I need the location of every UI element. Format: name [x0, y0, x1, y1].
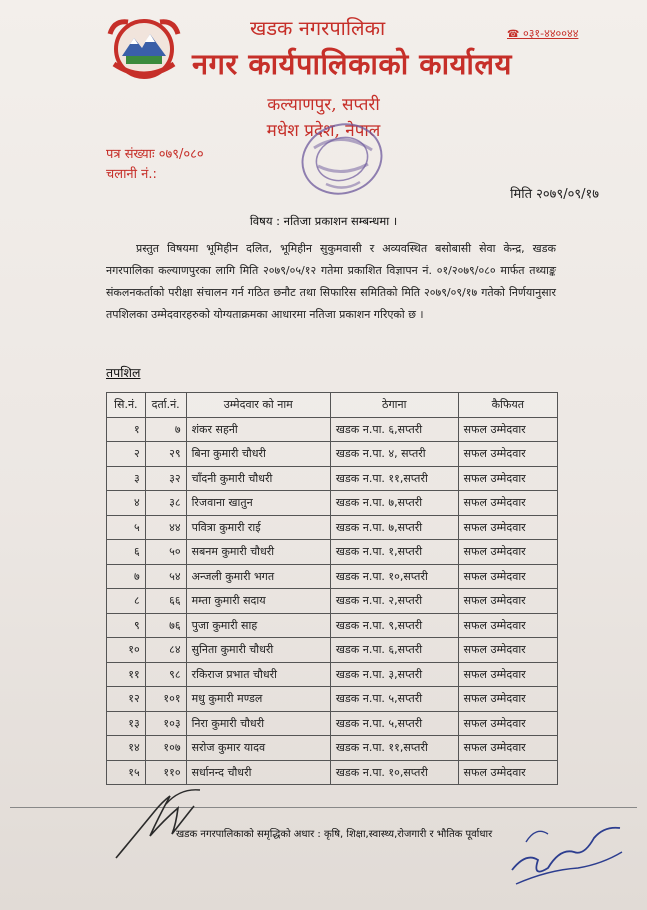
details-heading: तपशिल [106, 365, 141, 380]
cell-registration: १०१ [145, 687, 186, 712]
column-header-remarks: कैफियत [458, 393, 557, 418]
cell-remarks: सफल उम्मेदवार [458, 466, 557, 491]
cell-serial: १ [107, 417, 146, 442]
handwritten-signature-left-icon [110, 784, 230, 862]
table-row [107, 491, 558, 516]
cell-address: खडक न.पा. ११,सप्तरी [330, 466, 458, 491]
cell-name: पवित्रा कुमारी राई [186, 515, 330, 540]
address-line-2: मधेश प्रदेश, नेपाल [266, 121, 381, 141]
cell-name: अन्जली कुमारी भगत [186, 564, 330, 589]
cell-address: खडक न.पा. १०,सप्तरी [330, 564, 458, 589]
cell-name: बिना कुमारी चौधरी [186, 442, 330, 467]
cell-address: खडक न.पा. ५,सप्तरी [330, 711, 458, 736]
results-table [106, 392, 558, 785]
cell-name: सुनिता कुमारी चौधरी [186, 638, 330, 663]
cell-remarks: सफल उम्मेदवार [458, 736, 557, 761]
cell-serial: १० [107, 638, 146, 663]
cell-name: मधु कुमारी मण्डल [186, 687, 330, 712]
table-row [107, 711, 558, 736]
cell-address: खडक न.पा. ७,सप्तरी [330, 491, 458, 516]
body-paragraph: प्रस्तुत विषयमा भूमिहीन दलित, भूमिहीन सुकुमवासी र अव्यवस्थित बसोबासी सेवा केन्द्र, खडक नगरपालिका कल्याणपुरका लागि मिति २०७९/०५/१२ गतेमा प्रकाशित विज्ञापन नं. ०१/२०७९/०८० मार्फत तथ्याङ्क संकलनकर्ताको परीक्षा संचालन गर्न गठित छनौट तथा सिफारिस समितिको मिति २०७९/०९/१७ गतेको निर्णयानुसार तपशिलका उम्मेदवारहरुको योग्यताक्रमका आधारमा नतिजा प्रकाशन गरिएको छ । [106, 242, 556, 321]
cell-remarks: सफल उम्मेदवार [458, 564, 557, 589]
table-row [107, 662, 558, 687]
table-row [107, 760, 558, 785]
table-row [107, 613, 558, 638]
cell-remarks: सफल उम्मेदवार [458, 589, 557, 614]
phone-number [507, 26, 578, 41]
cell-serial: ५ [107, 515, 146, 540]
cell-remarks: सफल उम्मेदवार [458, 760, 557, 785]
cell-serial: १५ [107, 760, 146, 785]
table-row [107, 638, 558, 663]
cell-serial: ३ [107, 466, 146, 491]
cell-registration: ७६ [145, 613, 186, 638]
table-row [107, 466, 558, 491]
office-name-top: खडक नगरपालिका [250, 16, 386, 40]
cell-serial: ४ [107, 491, 146, 516]
cell-remarks: सफल उम्मेदवार [458, 638, 557, 663]
cell-remarks: सफल उम्मेदवार [458, 687, 557, 712]
table-row [107, 687, 558, 712]
cell-remarks: सफल उम्मेदवार [458, 417, 557, 442]
cell-registration: ६६ [145, 589, 186, 614]
cell-name: निरा कुमारी चौधरी [186, 711, 330, 736]
cell-name: शंकर सहनी [186, 417, 330, 442]
cell-remarks: सफल उम्मेदवार [458, 442, 557, 467]
letter-number: पत्र संख्याः ०७९/०८० [106, 147, 204, 162]
cell-serial: ९ [107, 613, 146, 638]
phone-number-text: ०३१-४४००४४ [522, 27, 579, 40]
cell-registration: ४४ [145, 515, 186, 540]
cell-address: खडक न.पा. ७,सप्तरी [330, 515, 458, 540]
cell-serial: ११ [107, 662, 146, 687]
cell-address: खडक न.पा. २,सप्तरी [330, 589, 458, 614]
cell-registration: ९८ [145, 662, 186, 687]
table-row [107, 564, 558, 589]
cell-address: खडक न.पा. ४, सप्तरी [330, 442, 458, 467]
cell-address: खडक न.पा. ६,सप्तरी [330, 417, 458, 442]
cell-address: खडक न.पा. १,सप्तरी [330, 540, 458, 565]
cell-registration: १०३ [145, 711, 186, 736]
table-row [107, 442, 558, 467]
cell-serial: १२ [107, 687, 146, 712]
subject-line: विषय : नतिजा प्रकाशन सम्बन्धमा । [249, 214, 398, 228]
cell-registration: १०७ [145, 736, 186, 761]
cell-serial: २ [107, 442, 146, 467]
cell-address: खडक न.पा. १०,सप्तरी [330, 760, 458, 785]
cell-name: पुजा कुमारी साह [186, 613, 330, 638]
nepal-emblem-icon [104, 14, 184, 84]
cell-registration: ५४ [145, 564, 186, 589]
column-header-registration: दर्ता.नं. [145, 393, 186, 418]
cell-name: सबनम कुमारी चौधरी [186, 540, 330, 565]
table-row [107, 515, 558, 540]
letter-date: मिति २०७९/०९/१७ [510, 187, 599, 202]
handwritten-signature-right-icon [508, 808, 626, 888]
cell-registration: ११० [145, 760, 186, 785]
column-header-address: ठेगाना [330, 393, 458, 418]
cell-serial: ७ [107, 564, 146, 589]
cell-serial: १३ [107, 711, 146, 736]
cell-name: सर्धानन्द चौधरी [186, 760, 330, 785]
cell-remarks: सफल उम्मेदवार [458, 662, 557, 687]
cell-remarks: सफल उम्मेदवार [458, 515, 557, 540]
table-header-row [107, 393, 558, 418]
cell-registration: २९ [145, 442, 186, 467]
column-header-serial: सि.नं. [107, 393, 146, 418]
cell-serial: ८ [107, 589, 146, 614]
cell-registration: ८४ [145, 638, 186, 663]
cell-address: खडक न.पा. ११,सप्तरी [330, 736, 458, 761]
cell-registration: ३२ [145, 466, 186, 491]
footer-text: खडक नगरपालिकाको समृद्धिको अधार : कृषि, शिक्षा,स्वास्थ्य,रोजगारी र भौतिक पूर्वाधार [176, 829, 493, 840]
cell-name: मम्ता कुमारी सदाय [186, 589, 330, 614]
table-row [107, 736, 558, 761]
cell-address: खडक न.पा. ९,सप्तरी [330, 613, 458, 638]
cell-name: चाँदनी कुमारी चौधरी [186, 466, 330, 491]
cell-remarks: सफल उम्मेदवार [458, 711, 557, 736]
cell-address: खडक न.पा. ६,सप्तरी [330, 638, 458, 663]
cell-registration: ७ [145, 417, 186, 442]
cell-remarks: सफल उम्मेदवार [458, 491, 557, 516]
cell-serial: ६ [107, 540, 146, 565]
address-line-1: कल्याणपुर, सप्तरी [267, 95, 380, 115]
table-row [107, 589, 558, 614]
cell-address: खडक न.पा. ५,सप्तरी [330, 687, 458, 712]
cell-remarks: सफल उम्मेदवार [458, 613, 557, 638]
office-name-main: नगर कार्यपालिकाको कार्यालय [192, 47, 512, 81]
dispatch-number: चलानी नं.: [106, 167, 157, 182]
cell-serial: १४ [107, 736, 146, 761]
cell-address: खडक न.पा. ३,सप्तरी [330, 662, 458, 687]
column-header-name: उम्मेदवार को नाम [186, 393, 330, 418]
cell-registration: ५० [145, 540, 186, 565]
cell-name: सरोज कुमार यादव [186, 736, 330, 761]
cell-name: रिजवाना खातुन [186, 491, 330, 516]
table-row [107, 540, 558, 565]
phone-icon: ☎ [507, 29, 520, 40]
office-stamp-icon [296, 118, 388, 200]
table-row [107, 417, 558, 442]
cell-registration: ३८ [145, 491, 186, 516]
cell-name: रकिराज प्रभात चौधरी [186, 662, 330, 687]
cell-remarks: सफल उम्मेदवार [458, 540, 557, 565]
